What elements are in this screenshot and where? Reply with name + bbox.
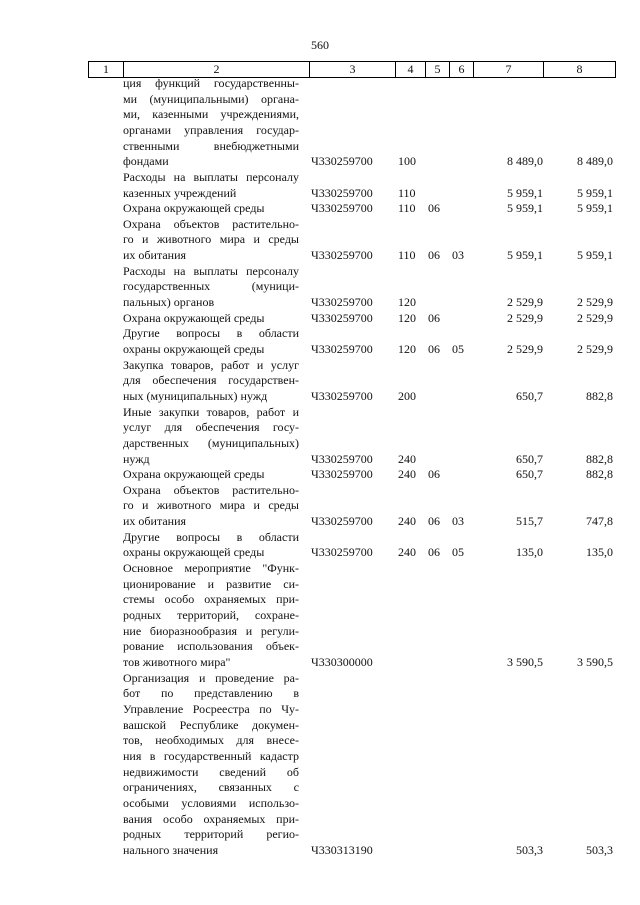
row-expense-type: 240 xyxy=(398,467,416,482)
description-line: го и животного мира и среды xyxy=(123,498,299,513)
row-amount-col7: 5 959,1 xyxy=(507,201,543,216)
page-number: 560 xyxy=(311,38,329,52)
row-amount-col7: 650,7 xyxy=(516,388,543,403)
table-row xyxy=(0,170,640,201)
row-section: 06 xyxy=(428,201,440,216)
table-row xyxy=(0,76,640,170)
row-amount-col8: 503,3 xyxy=(586,842,613,857)
description-line: стемы особо охраняемых при- xyxy=(123,592,299,607)
table-row xyxy=(0,311,640,327)
header-col-1: 1 xyxy=(88,62,123,77)
row-expense-type: 120 xyxy=(398,295,416,310)
description-line: Охрана окружающей среды xyxy=(123,201,265,216)
header-col-7: 7 xyxy=(473,62,543,77)
description-line: Охрана окружающей среды xyxy=(123,467,265,482)
row-description xyxy=(123,311,299,327)
description-line: Организация и проведение ра- xyxy=(123,670,299,685)
table-row xyxy=(0,530,640,561)
row-description xyxy=(123,358,299,405)
row-target-code: Ч330259700 xyxy=(311,201,373,216)
row-amount-col7: 135,0 xyxy=(516,545,543,560)
description-line: Охрана объектов растительно- xyxy=(123,216,299,231)
description-line: тов, необходимых для внесе- xyxy=(123,733,299,748)
table-row xyxy=(0,671,640,859)
row-description xyxy=(123,264,299,311)
row-amount-col7: 2 529,9 xyxy=(507,295,543,310)
row-amount-col7: 5 959,1 xyxy=(507,248,543,263)
description-line: тов животного мира" xyxy=(123,654,231,669)
row-target-code: Ч330259700 xyxy=(311,185,373,200)
row-amount-col8: 5 959,1 xyxy=(577,248,613,263)
row-amount-col8: 882,8 xyxy=(586,451,613,466)
row-target-code: Ч330259700 xyxy=(311,467,373,482)
row-subsection: 05 xyxy=(452,545,464,560)
row-amount-col8: 135,0 xyxy=(586,545,613,560)
row-target-code: Ч330259700 xyxy=(311,154,373,169)
row-expense-type: 240 xyxy=(398,451,416,466)
row-amount-col7: 5 959,1 xyxy=(507,185,543,200)
row-description xyxy=(123,467,299,483)
description-line: родных территорий регио- xyxy=(123,827,299,842)
table-row xyxy=(0,201,640,217)
description-line: ных (муниципальных) нужд xyxy=(123,388,268,403)
row-expense-type: 120 xyxy=(398,341,416,356)
header-col-3: 3 xyxy=(309,62,395,77)
description-line: рование использования объек- xyxy=(123,639,299,654)
row-amount-col8: 882,8 xyxy=(586,388,613,403)
header-col-4: 4 xyxy=(395,62,425,77)
description-line: Основное мероприятие "Функ- xyxy=(123,561,299,576)
row-subsection: 03 xyxy=(452,514,464,529)
description-line: бот по представлению в xyxy=(123,686,299,701)
description-line: дарственных (муниципальных) xyxy=(123,435,299,450)
description-line: ние биоразнообразия и регули- xyxy=(123,623,299,638)
table-row xyxy=(0,483,640,530)
description-line: Иные закупки товаров, работ и xyxy=(123,404,299,419)
row-amount-col7: 3 590,5 xyxy=(507,654,543,669)
row-amount-col8: 5 959,1 xyxy=(577,201,613,216)
description-line: Расходы на выплаты персоналу xyxy=(123,263,299,278)
row-amount-col7: 2 529,9 xyxy=(507,341,543,356)
description-line: охраны окружающей среды xyxy=(123,342,265,356)
row-expense-type: 110 xyxy=(398,185,416,200)
description-line: ми, казенными учреждениями, xyxy=(123,107,299,122)
description-line: вашской Республике докумен- xyxy=(123,717,299,732)
description-line: пальных) органов xyxy=(123,295,215,310)
row-target-code: Ч330259700 xyxy=(311,388,373,403)
table-row xyxy=(0,217,640,264)
description-line: родных территорий, сохране- xyxy=(123,608,299,623)
description-line: органами управления государ- xyxy=(123,122,299,137)
description-line: Закупка товаров, работ и услуг xyxy=(123,357,299,372)
description-line: ция функций государственны- xyxy=(123,76,299,90)
row-amount-col8: 2 529,9 xyxy=(577,295,613,310)
description-line: нального значения xyxy=(123,842,219,857)
row-amount-col7: 8 489,0 xyxy=(507,154,543,169)
table-row xyxy=(0,405,640,468)
description-line: ственными внебюджетными xyxy=(123,138,299,153)
header-col-2: 2 xyxy=(123,62,309,77)
row-subsection: 05 xyxy=(452,341,464,356)
row-target-code: Ч330259700 xyxy=(311,248,373,263)
row-amount-col7: 650,7 xyxy=(516,467,543,482)
row-description xyxy=(123,530,299,561)
description-line: ми (муниципальными) органа- xyxy=(123,91,299,106)
table-row xyxy=(0,264,640,311)
row-target-code: Ч330259700 xyxy=(311,451,373,466)
table-row xyxy=(0,326,640,357)
description-line: ционирование и развитие си- xyxy=(123,576,299,591)
row-target-code: Ч330259700 xyxy=(311,295,373,310)
description-line: фондами xyxy=(123,154,169,169)
description-line: особыми условиями использо- xyxy=(123,795,299,810)
description-line: охраны окружающей среды xyxy=(123,545,265,560)
row-description xyxy=(123,671,299,859)
description-line: Охрана объектов растительно- xyxy=(123,482,299,497)
row-amount-col8: 3 590,5 xyxy=(577,654,613,669)
description-line: ния в государственный кадастр xyxy=(123,748,299,763)
row-expense-type: 240 xyxy=(398,545,416,560)
row-description xyxy=(123,326,299,357)
table-row xyxy=(0,358,640,405)
row-description xyxy=(123,201,299,217)
table-row xyxy=(0,561,640,671)
description-line: недвижимости сведений об xyxy=(123,764,299,779)
description-line: нужд xyxy=(123,451,150,466)
description-line: Другие вопросы в области xyxy=(123,326,299,341)
row-target-code: Ч330259700 xyxy=(311,341,373,356)
row-amount-col8: 8 489,0 xyxy=(577,154,613,169)
row-section: 06 xyxy=(428,545,440,560)
description-line: Управление Росреестра по Чу- xyxy=(123,701,299,716)
row-section: 06 xyxy=(428,248,440,263)
row-description xyxy=(123,561,299,671)
row-amount-col8: 5 959,1 xyxy=(577,185,613,200)
row-expense-type: 100 xyxy=(398,154,416,169)
description-line: казенных учреждений xyxy=(123,185,237,200)
row-description xyxy=(123,170,299,201)
description-line: вания особо охраняемых при- xyxy=(123,811,299,826)
row-target-code: Ч330313190 xyxy=(311,842,373,857)
row-target-code: Ч330259700 xyxy=(311,514,373,529)
description-line: услуг для обеспечения госу- xyxy=(123,420,299,435)
row-expense-type: 110 xyxy=(398,201,416,216)
row-section: 06 xyxy=(428,310,440,325)
description-line: Охрана окружающей среды xyxy=(123,310,265,325)
description-line: их обитания xyxy=(123,248,187,263)
row-amount-col8: 2 529,9 xyxy=(577,310,613,325)
header-col-6: 6 xyxy=(449,62,473,77)
row-description xyxy=(123,217,299,264)
row-amount-col7: 503,3 xyxy=(516,842,543,857)
row-expense-type: 240 xyxy=(398,514,416,529)
row-target-code: Ч330259700 xyxy=(311,545,373,560)
row-amount-col8: 2 529,9 xyxy=(577,341,613,356)
row-description xyxy=(123,483,299,530)
row-expense-type: 200 xyxy=(398,388,416,403)
row-description xyxy=(123,405,299,468)
description-line: для обеспечения государствен- xyxy=(123,373,299,388)
description-line: государственных (муници- xyxy=(123,279,299,294)
row-subsection: 03 xyxy=(452,248,464,263)
description-line: Другие вопросы в области xyxy=(123,529,299,544)
row-target-code: Ч330300000 xyxy=(311,654,373,669)
row-amount-col7: 515,7 xyxy=(516,514,543,529)
row-section: 06 xyxy=(428,341,440,356)
header-col-8: 8 xyxy=(543,62,616,77)
header-col-5: 5 xyxy=(425,62,449,77)
row-amount-col8: 882,8 xyxy=(586,467,613,482)
row-section: 06 xyxy=(428,514,440,529)
row-expense-type: 110 xyxy=(398,248,416,263)
row-amount-col8: 747,8 xyxy=(586,514,613,529)
table-row xyxy=(0,467,640,483)
row-expense-type: 120 xyxy=(398,310,416,325)
description-line: их обитания xyxy=(123,514,187,529)
row-amount-col7: 2 529,9 xyxy=(507,310,543,325)
description-line: го и животного мира и среды xyxy=(123,232,299,247)
row-description xyxy=(123,76,299,170)
description-line: ограничениях, связанных с xyxy=(123,780,299,795)
row-target-code: Ч330259700 xyxy=(311,310,373,325)
table-body xyxy=(0,76,640,858)
row-section: 06 xyxy=(428,467,440,482)
row-amount-col7: 650,7 xyxy=(516,451,543,466)
description-line: Расходы на выплаты персоналу xyxy=(123,169,299,184)
